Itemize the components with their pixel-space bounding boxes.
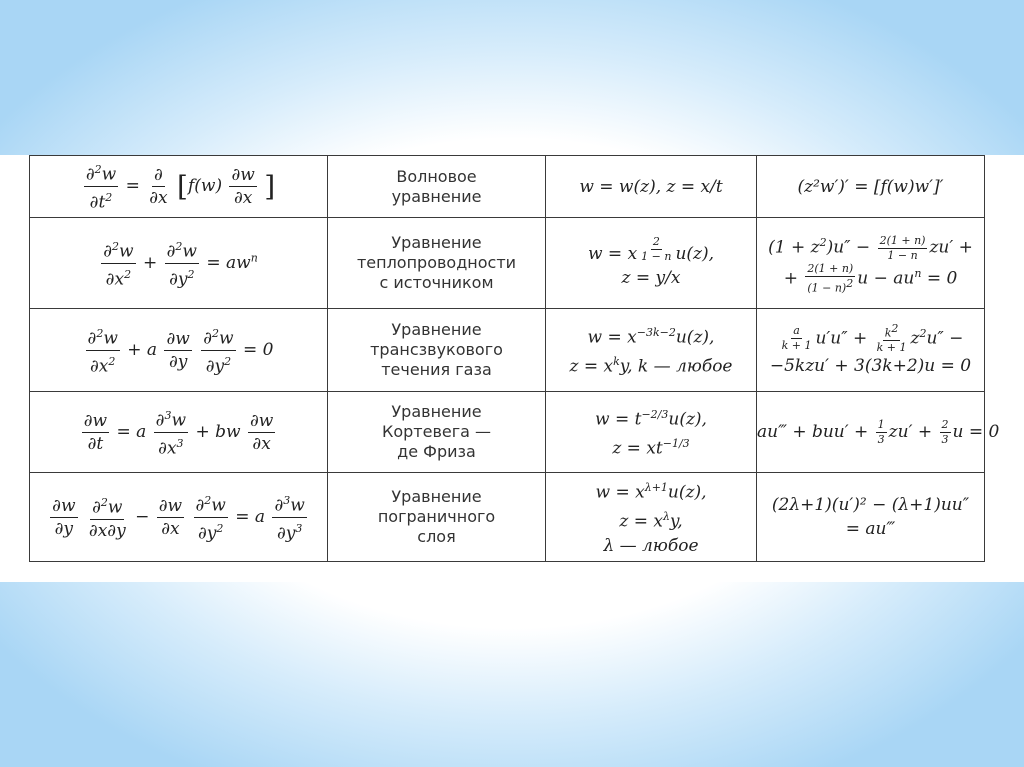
reduced-equation-line: (2λ+1)(u′)² − (λ+1)uu″ <box>771 495 970 515</box>
reduced-equation-line: = au‴ <box>845 519 896 539</box>
equation-name-cell <box>328 392 546 473</box>
reduced-equation-formula: + $\frac{2(1 + n)}{(1 - n)^2}$ $u - au^n = 0$ <box>783 262 958 295</box>
equation-formula: $\frac{\partial^2w}{\partial t^2}$ = $\frac{\partial}{\partial x}$ [f(w) $\frac{\partial w}{\partial x}$ ] <box>82 176 275 196</box>
equation-cell <box>30 473 328 562</box>
substitution-formula: $w = x^{\lambda+1}u(z)$, <box>595 481 707 503</box>
substitution-cell <box>546 309 757 392</box>
equation-formula: $\frac{\partial w}{\partial t}$ = a $\frac{\partial^3w}{\partial x^3}$ + bw $\frac{\partial w}{\partial x}$ <box>80 422 278 442</box>
equation-name-line: Волновое <box>396 166 477 186</box>
table-row <box>30 392 985 473</box>
reduced-equation-line: −5kzu′ + 3(3k+2)u = 0 <box>769 356 972 377</box>
substitution-line: λ — любое <box>603 535 699 556</box>
table-row <box>30 218 985 309</box>
reduced-equation-line: (z²w′)′ = [f(w)w′]′ <box>797 176 944 197</box>
equation-name-cell <box>328 309 546 392</box>
reduced-equation-formula: au‴ + buu′ + $\frac{1}{3}$ zu′ + $\frac{2}{3}$ u = 0 <box>757 417 1000 446</box>
substitution-cell <box>546 392 757 473</box>
equation-name-line: уравнение <box>391 186 482 206</box>
table-row <box>30 156 985 218</box>
equation-name-line: трансзвукового <box>370 340 503 359</box>
equation-cell <box>30 392 328 473</box>
equation-name-line: Кортевега — <box>381 422 492 441</box>
equation-name-line: Уравнение <box>391 320 482 339</box>
equation-name-line: слоя <box>417 527 456 546</box>
reduced-equation-cell <box>757 218 985 309</box>
table-row <box>30 473 985 562</box>
equation-name-cell <box>328 156 546 218</box>
equation-name-line: Уравнение <box>391 233 482 252</box>
reduced-equation-formula: $\frac{a}{k + 1}$ u′u″ + $\frac{k^2}{k + 1}$ $z^2u''$ − <box>781 321 964 355</box>
equation-cell <box>30 218 328 309</box>
equation-cell <box>30 309 328 392</box>
equation-name-line: пограничного <box>377 507 496 526</box>
reduced-equation-cell <box>757 156 985 218</box>
reduced-equation-cell <box>757 309 985 392</box>
substitution-line: z = y/x <box>621 268 681 289</box>
equation-formula: $\frac{\partial^2w}{\partial x^2}$ + $\frac{\partial^2w}{\partial y^2}$ = $aw^n$ <box>99 253 258 273</box>
substitution-formula: w = x $^{\frac{2}{1 - n}}$ u(z), <box>587 234 715 265</box>
substitution-cell <box>546 473 757 562</box>
substitution-formula: $w = t^{-2/3}u(z)$, <box>595 408 707 430</box>
reduced-equation-cell <box>757 473 985 562</box>
equation-name-line: де Фриза <box>397 442 476 461</box>
equation-formula: $\frac{\partial w}{\partial y}$ $\frac{\partial^2w}{\partial x\partial y}$ − $\frac{\partial w}{\partial x}$ $\frac{\partial^2w}{\partial y^2}$ = a $\frac{\partial^3w}{\partial y^3}$ <box>48 507 309 527</box>
equation-name-line: течения газа <box>381 360 492 379</box>
equation-name-line: Уравнение <box>391 487 482 506</box>
substitution-formula: $z = x^ky$, k — любое <box>569 355 733 377</box>
equation-name-line: Уравнение <box>391 402 482 421</box>
equation-name-cell <box>328 473 546 562</box>
equation-name-line: теплопроводности <box>356 253 517 272</box>
equation-formula: $\frac{\partial^2w}{\partial x^2}$ + a $\frac{\partial w}{\partial y}$ $\frac{\partial^2w}{\partial y^2}$ = 0 <box>84 340 274 360</box>
substitution-formula: $z = x^\lambda y$, <box>619 510 683 532</box>
substitution-formula: $w = x^{-3k-2}u(z)$, <box>587 326 715 348</box>
equation-cell <box>30 156 328 218</box>
substitution-line: w = w(z), z = x/t <box>579 176 723 197</box>
reduced-equation-cell <box>757 392 1000 473</box>
reduced-equation-formula: $(1 + z^2)u''$ − $\frac{2(1 + n)}{1 - n}$ zu′ + <box>768 233 973 262</box>
substitution-cell <box>546 218 757 309</box>
equation-name-line: с источником <box>379 273 494 292</box>
equation-name-cell <box>328 218 546 309</box>
equations-table <box>29 155 1000 562</box>
substitution-cell <box>546 156 757 218</box>
substitution-formula: $z = xt^{-1/3}$ <box>612 437 690 459</box>
table-row <box>30 309 985 392</box>
